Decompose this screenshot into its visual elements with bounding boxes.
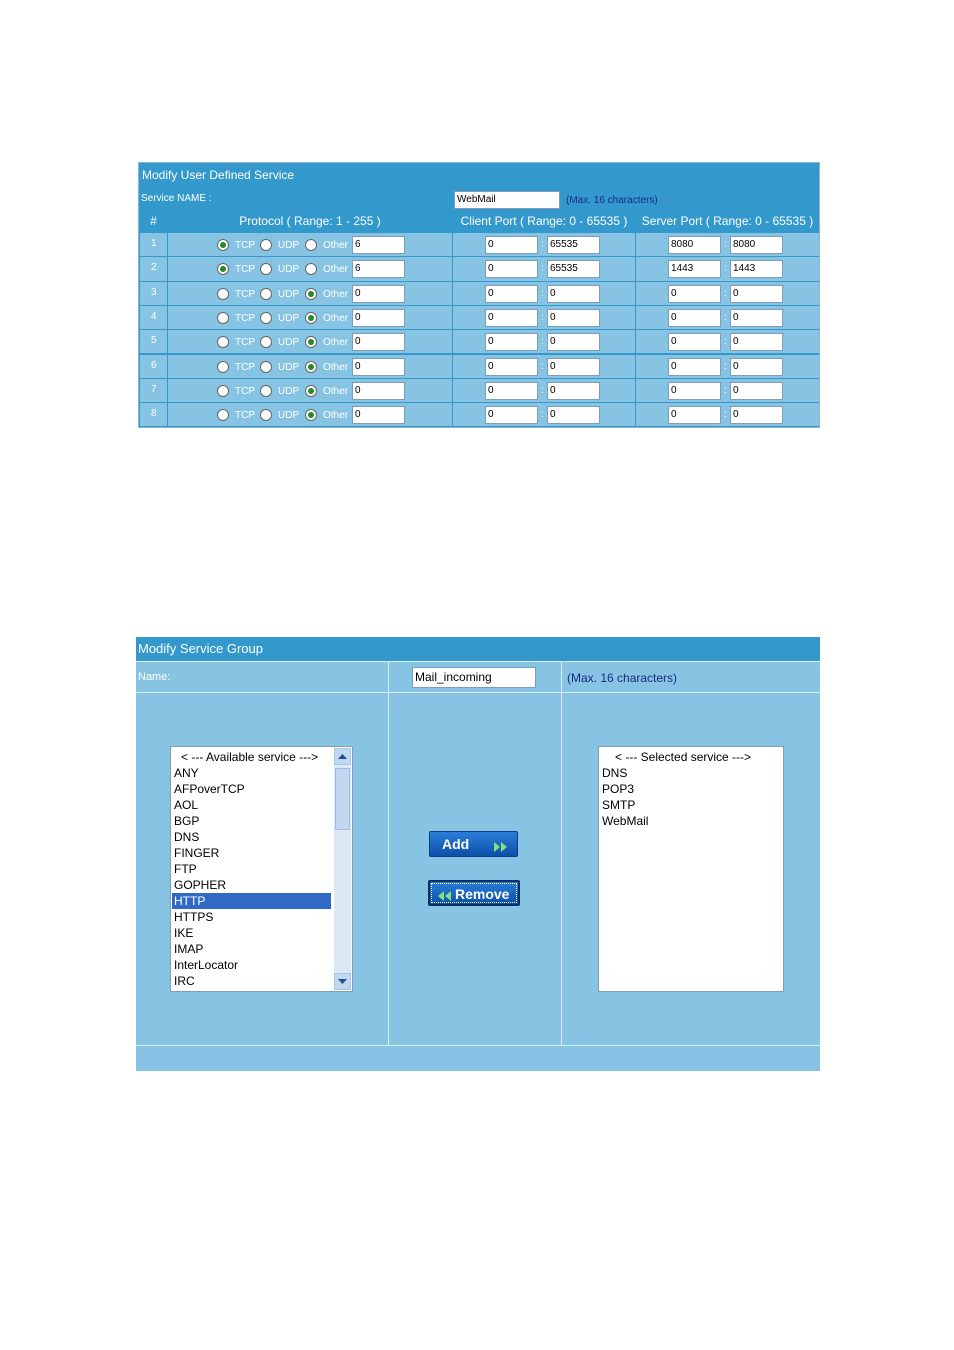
- port-separator: :: [541, 311, 544, 323]
- selected-service-option[interactable]: DNS: [602, 766, 628, 780]
- double-chevron-left-icon: [436, 886, 454, 900]
- available-service-option[interactable]: HTTPS: [174, 910, 214, 924]
- other-label: Other: [323, 288, 349, 300]
- port-separator: :: [541, 409, 544, 421]
- protocol-number-input[interactable]: 0: [352, 333, 405, 351]
- group-name-label: Name:: [138, 671, 171, 683]
- row-num-cell: [140, 355, 167, 378]
- tcp-label: TCP: [235, 288, 255, 300]
- protocol-cell: [168, 330, 452, 353]
- port-separator: :: [724, 409, 727, 421]
- available-service-option[interactable]: FINGER: [174, 846, 220, 860]
- available-service-option[interactable]: DNS: [174, 830, 200, 844]
- protocol-cell: [168, 233, 452, 256]
- other-radio[interactable]: [305, 312, 317, 324]
- udp-radio[interactable]: [260, 263, 272, 275]
- protocol-cell: [168, 282, 452, 305]
- available-list-header: < --- Available service --->: [181, 750, 319, 764]
- client-port-from-input[interactable]: 0: [485, 406, 538, 424]
- tcp-label: TCP: [235, 385, 255, 397]
- client-port-from-input[interactable]: 0: [485, 309, 538, 327]
- server-port-from-input[interactable]: 0: [668, 382, 721, 400]
- available-service-option[interactable]: IRC: [174, 974, 195, 988]
- protocol-number-input[interactable]: 0: [352, 285, 405, 303]
- server-port-to-input[interactable]: 0: [730, 333, 783, 351]
- row-num-cell: [140, 233, 167, 256]
- col-header-server-port: Server Port ( Range: 0 - 65535 ): [636, 211, 819, 232]
- selected-list-header: < --- Selected service --->: [615, 750, 752, 764]
- server-port-cell: [636, 330, 819, 353]
- tcp-label: TCP: [235, 240, 255, 251]
- udp-radio[interactable]: [260, 312, 272, 324]
- other-radio[interactable]: [305, 409, 317, 421]
- protocol-cell: [168, 403, 452, 426]
- client-port-cell: [453, 403, 635, 426]
- tcp-label: TCP: [235, 312, 255, 324]
- protocol-number-input[interactable]: 0: [352, 406, 405, 424]
- row-num-cell: [140, 403, 167, 426]
- port-separator: :: [541, 287, 544, 299]
- available-service-option[interactable]: BGP: [174, 814, 200, 828]
- udp-label: UDP: [278, 337, 300, 349]
- panel-title: Modify Service Group: [136, 637, 820, 661]
- tcp-radio[interactable]: [217, 312, 229, 324]
- other-label: Other: [323, 337, 349, 349]
- other-radio[interactable]: [305, 288, 317, 300]
- port-separator: :: [724, 287, 727, 299]
- client-port-from-input[interactable]: 0: [485, 333, 538, 351]
- client-port-from-input[interactable]: 0: [485, 260, 538, 278]
- available-service-option[interactable]: IKE: [174, 926, 194, 940]
- row-number: 2: [151, 262, 157, 274]
- client-port-cell: [453, 282, 635, 305]
- protocol-number-input[interactable]: 0: [352, 358, 405, 376]
- tcp-label: TCP: [235, 361, 255, 373]
- selected-service-option[interactable]: WebMail: [602, 814, 649, 828]
- group-name-input[interactable]: Mail_incoming: [412, 667, 536, 688]
- server-port-to-input[interactable]: 0: [730, 406, 783, 424]
- row-num-cell: [140, 330, 167, 353]
- udp-label: UDP: [278, 385, 300, 397]
- server-port-cell: [636, 379, 819, 402]
- available-service-option[interactable]: AFPoverTCP: [174, 782, 245, 796]
- row-num-cell: [140, 257, 167, 280]
- client-port-cell: [453, 355, 635, 378]
- tcp-label: TCP: [235, 410, 255, 422]
- available-service-option[interactable]: AOL: [174, 798, 199, 812]
- add-button[interactable]: [429, 831, 518, 857]
- udp-radio[interactable]: [260, 288, 272, 300]
- client-port-cell: [453, 233, 635, 256]
- server-port-cell: [636, 257, 819, 280]
- row-number: 4: [151, 310, 157, 322]
- available-service-option[interactable]: FTP: [174, 862, 197, 876]
- port-separator: :: [541, 360, 544, 372]
- client-port-cell: [453, 306, 635, 329]
- other-radio[interactable]: [305, 361, 317, 373]
- protocol-number-input[interactable]: 0: [352, 309, 405, 327]
- other-label: Other: [323, 385, 349, 397]
- row-num-cell: [140, 306, 167, 329]
- port-separator: :: [541, 239, 544, 250]
- other-radio[interactable]: [305, 239, 317, 251]
- row-number: 5: [151, 335, 157, 347]
- tcp-radio[interactable]: [217, 409, 229, 421]
- row-num-cell: [140, 282, 167, 305]
- udp-label: UDP: [278, 361, 300, 373]
- client-port-from-input[interactable]: 0: [485, 236, 538, 254]
- server-port-to-input[interactable]: 1443: [730, 260, 783, 278]
- selected-service-list[interactable]: [598, 746, 784, 992]
- tcp-radio[interactable]: [217, 288, 229, 300]
- col-header-num: #: [140, 211, 167, 232]
- port-separator: :: [541, 336, 544, 348]
- port-separator: :: [724, 263, 727, 275]
- client-port-to-input[interactable]: 0: [547, 382, 600, 400]
- client-port-from-input[interactable]: 0: [485, 358, 538, 376]
- client-port-to-input[interactable]: 0: [547, 333, 600, 351]
- scroll-thumb[interactable]: [335, 768, 350, 830]
- divider: [136, 692, 820, 693]
- udp-radio[interactable]: [260, 361, 272, 373]
- row-number: 8: [151, 408, 157, 420]
- other-label: Other: [323, 240, 349, 251]
- udp-radio[interactable]: [260, 385, 272, 397]
- available-service-option[interactable]: InterLocator: [174, 958, 239, 972]
- row-number: 3: [151, 286, 157, 298]
- protocol-cell: [168, 355, 452, 378]
- client-port-to-input[interactable]: 0: [547, 285, 600, 303]
- server-port-to-input[interactable]: 8080: [730, 236, 783, 254]
- add-button-label: Add: [442, 836, 470, 852]
- available-service-option[interactable]: ANY: [174, 766, 199, 780]
- selected-service-option[interactable]: SMTP: [602, 798, 636, 812]
- row-number: 7: [151, 383, 157, 395]
- protocol-number-input[interactable]: 6: [352, 260, 405, 278]
- scrollbar[interactable]: [334, 748, 351, 990]
- server-port-from-input[interactable]: 0: [668, 309, 721, 327]
- client-port-cell: [453, 330, 635, 353]
- client-port-from-input[interactable]: 0: [485, 382, 538, 400]
- scroll-up-arrow-icon[interactable]: [334, 748, 351, 765]
- udp-label: UDP: [278, 410, 300, 422]
- divider: [136, 1045, 820, 1046]
- tcp-radio[interactable]: [217, 361, 229, 373]
- other-label: Other: [323, 312, 349, 324]
- udp-radio[interactable]: [260, 409, 272, 421]
- col-header-client-port: Client Port ( Range: 0 - 65535 ): [453, 211, 635, 232]
- server-port-cell: [636, 306, 819, 329]
- divider: [136, 661, 820, 662]
- port-separator: :: [541, 384, 544, 396]
- protocol-number-input[interactable]: 0: [352, 382, 405, 400]
- protocol-cell: [168, 257, 452, 280]
- modify-service-group-panel: [136, 637, 820, 1071]
- port-separator: :: [724, 336, 727, 348]
- other-radio[interactable]: [305, 336, 317, 348]
- client-port-cell: [453, 379, 635, 402]
- service-name-input[interactable]: WebMail: [454, 191, 560, 209]
- available-service-list[interactable]: [170, 746, 353, 992]
- server-port-cell: [636, 233, 819, 256]
- server-port-from-input[interactable]: 0: [668, 285, 721, 303]
- tcp-radio[interactable]: [217, 336, 229, 348]
- protocol-number-input[interactable]: 6: [352, 236, 405, 254]
- service-name-field-cell: [453, 188, 819, 211]
- port-separator: :: [724, 384, 727, 396]
- client-port-to-input[interactable]: 65535: [547, 260, 600, 278]
- server-port-to-input[interactable]: 0: [730, 309, 783, 327]
- selected-service-option[interactable]: POP3: [602, 782, 635, 796]
- server-port-to-input[interactable]: 0: [730, 358, 783, 376]
- client-port-to-input[interactable]: 0: [547, 358, 600, 376]
- port-separator: :: [541, 263, 544, 275]
- divider: [561, 661, 562, 1045]
- protocol-cell: [168, 306, 452, 329]
- service-name-label-cell: [140, 188, 452, 211]
- panel-title: Modify User Defined Service: [140, 164, 818, 186]
- available-service-option[interactable]: GOPHER: [174, 878, 227, 892]
- remove-button-label: Remove: [455, 886, 510, 902]
- modify-user-defined-service-panel: [138, 162, 820, 428]
- client-port-from-input[interactable]: 0: [485, 285, 538, 303]
- tcp-radio[interactable]: [217, 385, 229, 397]
- udp-label: UDP: [278, 240, 300, 251]
- group-name-hint: (Max. 16 characters): [567, 671, 678, 685]
- available-service-option[interactable]: IMAP: [174, 942, 204, 956]
- server-port-from-input[interactable]: 1443: [668, 260, 721, 278]
- client-port-to-input[interactable]: 65535: [547, 236, 600, 254]
- server-port-from-input[interactable]: 0: [668, 358, 721, 376]
- tcp-label: TCP: [235, 264, 255, 276]
- row-number: 6: [151, 359, 157, 371]
- port-separator: :: [724, 311, 727, 323]
- port-separator: :: [724, 360, 727, 372]
- tcp-radio[interactable]: [217, 239, 229, 251]
- server-port-from-input[interactable]: 0: [668, 333, 721, 351]
- double-chevron-right-icon: [492, 837, 510, 851]
- available-service-option[interactable]: HTTP: [172, 893, 331, 909]
- service-name-hint: (Max. 16 characters): [566, 195, 658, 206]
- udp-label: UDP: [278, 312, 300, 324]
- server-port-from-input[interactable]: 0: [668, 406, 721, 424]
- tcp-label: TCP: [235, 337, 255, 349]
- other-label: Other: [323, 264, 349, 276]
- other-label: Other: [323, 410, 349, 422]
- divider: [388, 661, 389, 1045]
- other-radio[interactable]: [305, 385, 317, 397]
- protocol-cell: [168, 379, 452, 402]
- server-port-cell: [636, 403, 819, 426]
- remove-button[interactable]: [428, 880, 520, 906]
- server-port-from-input[interactable]: 8080: [668, 236, 721, 254]
- row-number: 1: [151, 238, 157, 249]
- other-radio[interactable]: [305, 263, 317, 275]
- row-num-cell: [140, 379, 167, 402]
- server-port-cell: [636, 355, 819, 378]
- other-label: Other: [323, 361, 349, 373]
- udp-radio[interactable]: [260, 239, 272, 251]
- tcp-radio[interactable]: [217, 263, 229, 275]
- port-separator: :: [724, 239, 727, 250]
- service-name-label: Service NAME :: [141, 193, 212, 204]
- udp-radio[interactable]: [260, 336, 272, 348]
- udp-label: UDP: [278, 288, 300, 300]
- client-port-to-input[interactable]: 0: [547, 406, 600, 424]
- server-port-cell: [636, 282, 819, 305]
- client-port-cell: [453, 257, 635, 280]
- server-port-to-input[interactable]: 0: [730, 382, 783, 400]
- udp-label: UDP: [278, 264, 300, 276]
- client-port-to-input[interactable]: 0: [547, 309, 600, 327]
- col-header-protocol: Protocol ( Range: 1 - 255 ): [168, 211, 452, 232]
- server-port-to-input[interactable]: 0: [730, 285, 783, 303]
- scroll-down-arrow-icon[interactable]: [334, 973, 351, 990]
